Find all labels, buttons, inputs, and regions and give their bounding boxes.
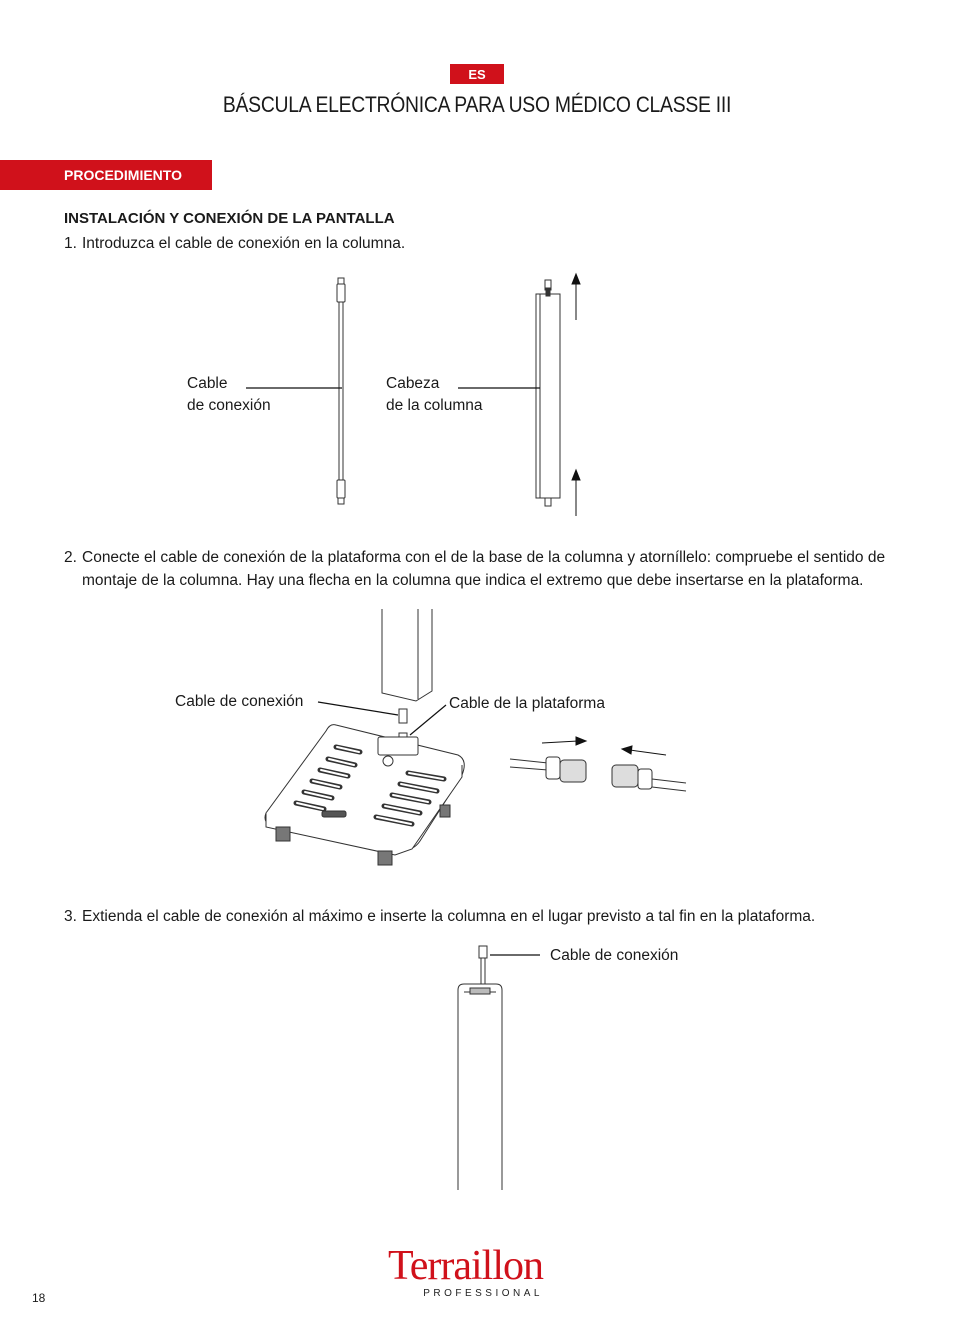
label-cable: Cable de conexión bbox=[187, 375, 271, 414]
step-1 bbox=[64, 232, 904, 255]
page-title: BÁSCULA ELECTRÓNICA PARA USO MÉDICO CLASSE III bbox=[222, 92, 732, 117]
column-bottom bbox=[382, 609, 432, 701]
figure-3-illustration bbox=[0, 940, 954, 1200]
label-connection-cable: Cable de conexión bbox=[550, 947, 679, 964]
language-badge: ES bbox=[450, 64, 504, 84]
step-number: 2. bbox=[64, 549, 77, 566]
page-number: 18 bbox=[32, 1291, 46, 1305]
scale-platform bbox=[265, 725, 464, 865]
brand-logo: Terraillon PROFESSIONAL bbox=[388, 1243, 543, 1299]
step-number: 3. bbox=[64, 908, 77, 925]
connection-cable bbox=[337, 278, 345, 504]
up-arrow-icon bbox=[572, 274, 580, 516]
step-number: 1. bbox=[64, 235, 77, 252]
direction-arrow-icon bbox=[542, 737, 666, 755]
step-text: Conecte el cable de conexión de la plataforma con el de la base de la columna y atorníllelo: compruebe el sentido de montaje de la columna. Hay una flecha en la columna que indica el extremo que debe insertarse en la plataforma. bbox=[82, 549, 886, 589]
column-head bbox=[536, 280, 560, 506]
label-platform-cable: Cable de la plataforma bbox=[449, 695, 605, 712]
label-connection-cable: Cable de conexión bbox=[175, 693, 304, 710]
figure-2-illustration bbox=[0, 605, 954, 875]
step-text: Extienda el cable de conexión al máximo e inserte la columna en el lugar previsto a tal fin en la plataforma. bbox=[82, 908, 816, 925]
column bbox=[458, 946, 502, 1190]
section-label: PROCEDIMIENTO bbox=[0, 160, 212, 190]
cable-connectors bbox=[510, 757, 686, 791]
step-2 bbox=[64, 546, 904, 592]
subheading: INSTALACIÓN Y CONEXIÓN DE LA PANTALLA bbox=[64, 210, 395, 227]
step-text: Introduzca el cable de conexión en la columna. bbox=[82, 235, 406, 252]
step-3 bbox=[64, 905, 904, 928]
label-column-head: Cabeza de la columna bbox=[386, 375, 483, 414]
